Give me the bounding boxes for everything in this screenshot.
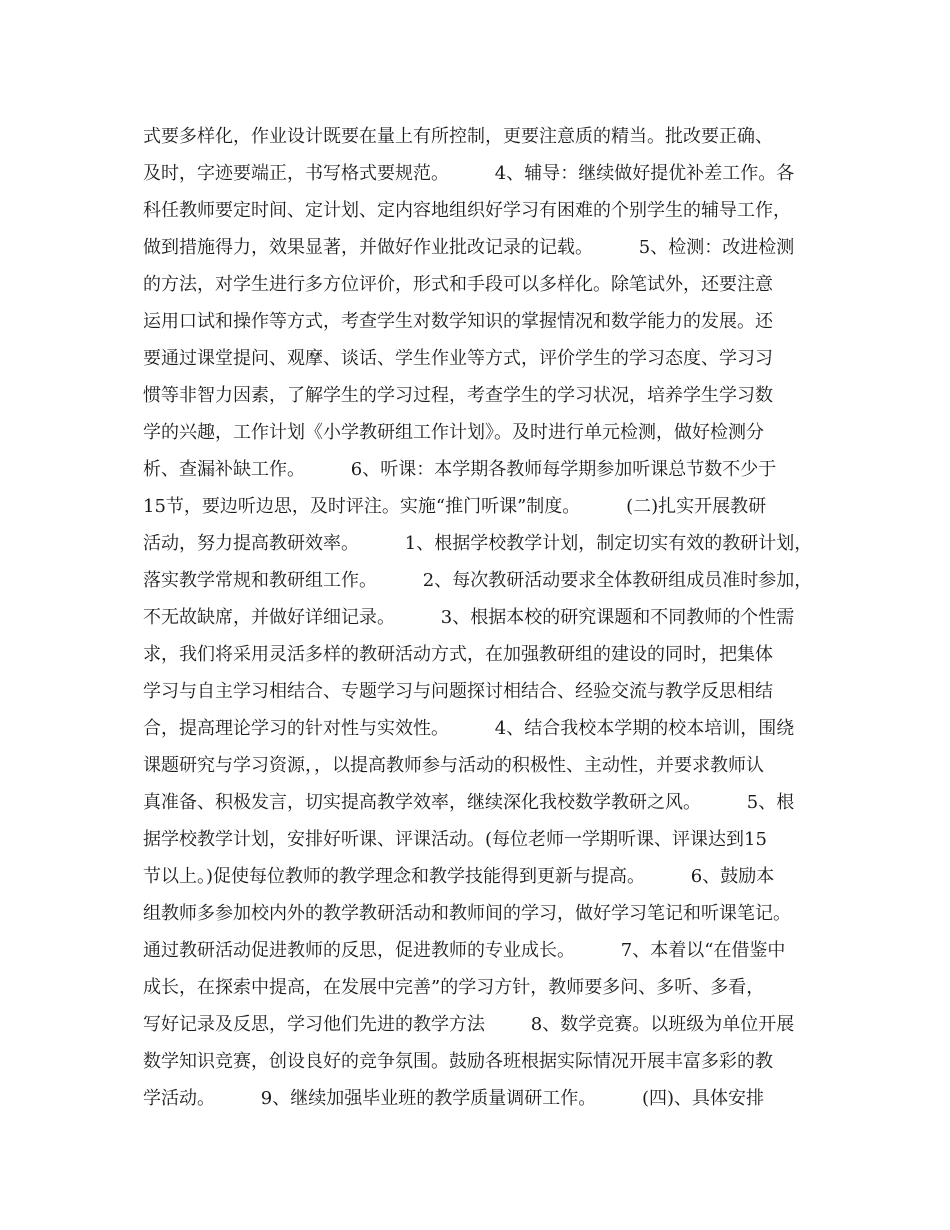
text-line: 及时，字迹要端正，书写格式要规范。 4、辅导：继续做好提优补差工作。各 bbox=[143, 163, 795, 184]
text-line: 学活动。 9、继续加强毕业班的教学质量调研工作。 (四)、具体安排 bbox=[143, 1088, 765, 1109]
text-line: 做到措施得力，效果显著，并做好作业批改记录的记载。 5、检测：改进检测 bbox=[143, 237, 795, 258]
text-line: 学习与自主学习相结合、专题学习与问题探讨相结合、经验交流与教学反思相结 bbox=[143, 681, 773, 702]
text-line: 学的兴趣，工作计划《小学教研组工作计划》。及时进行单元检测，做好检测分 bbox=[143, 422, 764, 443]
body-text bbox=[143, 118, 823, 1117]
text-line: 节以上。)促使每位教师的教学理念和教学技能得到更新与提高。 6、鼓励本 bbox=[143, 866, 775, 887]
text-line: 式要多样化，作业设计既要在量上有所控制，更要注意质的精当。批改要正确、 bbox=[143, 126, 773, 147]
text-line: 的方法，对学生进行多方位评价，形式和手段可以多样化。除笔试外，还要注意 bbox=[143, 274, 773, 295]
text-line: 析、查漏补缺工作。 6、听课：本学期各教师每学期参加听课总节数不少于 bbox=[143, 459, 777, 480]
text-line: 数学知识竞赛，创设良好的竞争氛围。鼓励各班根据实际情况开展丰富多彩的教 bbox=[143, 1051, 773, 1072]
text-line: 成长，在探索中提高，在发展中完善”的学习方针，教师要多问、多听、多看， bbox=[143, 977, 765, 998]
text-line: 落实教学常规和教研组工作。 2、每次教研活动要求全体教研组成员准时参加， bbox=[143, 570, 813, 591]
text-line: 惯等非智力因素，了解学生的学习过程，考查学生的学习状况，培养学生学习数 bbox=[143, 385, 773, 406]
text-line: 课题研究与学习资源，，以提高教师参与活动的积极性、主动性，并要求教师认 bbox=[143, 755, 764, 776]
text-line: 据学校教学计划，安排好听课、评课活动。(每位老师一学期听课、评课达到15 bbox=[143, 829, 767, 850]
text-line: 科任教师要定时间、定计划、定内容地组织好学习有困难的个别学生的辅导工作， bbox=[143, 200, 791, 221]
text-line: 15节，要边听边思，及时评注。实施“推门听课”制度。 (二)扎实开展教研 bbox=[143, 496, 767, 517]
text-line: 通过教研活动促进教师的反思，促进教师的专业成长。 7、本着以“在借鉴中 bbox=[143, 940, 786, 961]
text-line: 真准备、积极发言，切实提高教学效率，继续深化我校数学教研之风。 5、根 bbox=[143, 792, 795, 813]
text-line: 求，我们将采用灵活多样的教研活动方式，在加强教研组的建设的同时，把集体 bbox=[143, 644, 773, 665]
text-line: 组教师多参加校内外的教学教研活动和教师间的学习，做好学习笔记和听课笔记。 bbox=[143, 903, 791, 924]
text-line: 写好记录及反思，学习他们先进的教学方法 8、数学竞赛。以班级为单位开展 bbox=[143, 1014, 795, 1035]
text-line: 运用口试和操作等方式，考查学生对数学知识的掌握情况和数学能力的发展。还 bbox=[143, 311, 773, 332]
text-line: 要通过课堂提问、观摩、谈话、学生作业等方式，评价学生的学习态度、学习习 bbox=[143, 348, 773, 369]
text-line: 活动，努力提高教研效率。 1、根据学校教学计划，制定切实有效的教研计划， bbox=[143, 533, 813, 554]
text-line: 合，提高理论学习的针对性与实效性。 4、结合我校本学期的校本培训，围绕 bbox=[143, 718, 795, 739]
text-line: 不无故缺席，并做好详细记录。 3、根据本校的研究课题和不同教师的个性需 bbox=[143, 607, 795, 628]
